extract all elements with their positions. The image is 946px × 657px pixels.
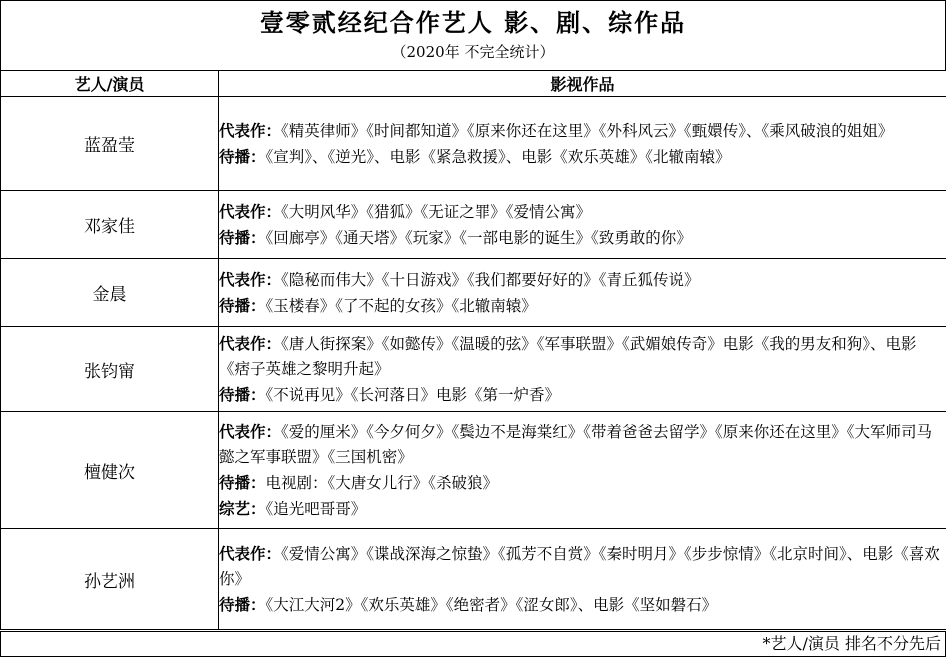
works-line [219, 382, 946, 408]
works-line-label: 代表作： [219, 333, 282, 353]
works-line-label: 代表作： [219, 421, 282, 441]
artist-name: 孙艺洲 [1, 529, 219, 630]
works-line-label: 待播： [219, 384, 266, 404]
works-line-text: 《回廊亭》《通天塔》《玩家》《一部电影的诞生》《致勇敢的你》 [265, 228, 692, 247]
works-line [219, 470, 946, 496]
works-line [219, 199, 946, 225]
artist-name: 蓝盈莹 [1, 97, 219, 191]
table-row [1, 529, 946, 630]
works-line [219, 225, 946, 251]
works-line [219, 293, 946, 319]
works-line-text: 《爱情公寓》《谍战深海之惊蛰》《孤芳不自赏》《秦时明月》《步步惊情》《北京时间》、电影《喜欢你》 [219, 544, 940, 588]
works-cell [219, 412, 946, 529]
works-line-text: 电视剧：《大唐女儿行》《杀破狼》 [265, 473, 499, 492]
works-line [219, 419, 946, 470]
works-line-text: 《爱的厘米》《今夕何夕》《鬓边不是海棠红》《带着爸爸去留学》《原来你还在这里》《大军师司马懿之军事联盟》《三国机密》 [219, 422, 933, 466]
works-line-text: 《宣判》、《逆光》、电影《紧急救援》、电影《欢乐英雄》《北辙南辕》 [265, 147, 731, 166]
table-row [1, 412, 946, 529]
works-line-label: 代表作： [219, 269, 282, 289]
artist-name: 邓家佳 [1, 191, 219, 259]
artist-name: 金晨 [1, 259, 219, 327]
table-row [1, 191, 946, 259]
works-line [219, 541, 946, 592]
works-line-label: 代表作： [219, 543, 282, 563]
works-line-text: 《不说再见》《长河落日》电影《第一炉香》 [265, 385, 561, 404]
works-line-label: 待播： [219, 594, 266, 614]
works-line-text: 《隐秘而伟大》《十日游戏》《我们都要好好的》《青丘狐传说》 [281, 270, 700, 289]
table-row [1, 327, 946, 412]
works-line-text: 《大江大河2》《欢乐英雄》《绝密者》《涩女郎》、电影《坚如磐石》 [265, 595, 718, 614]
table-header-row [1, 71, 946, 97]
works-line-label: 代表作： [219, 120, 282, 140]
title-block [0, 0, 946, 71]
artist-name: 张钧甯 [1, 327, 219, 412]
works-line-text: 《大明风华》《猎狐》《无证之罪》《爱情公寓》 [281, 202, 592, 221]
works-line-text: 《追光吧哥哥》 [265, 499, 367, 518]
footer-note: *艺人/演员 排名不分先后 [0, 631, 946, 657]
works-line-text: 《玉楼春》《了不起的女孩》《北辙南辕》 [265, 296, 537, 315]
works-column-header: 影视作品 [219, 71, 946, 97]
artist-column-header: 艺人/演员 [1, 71, 219, 97]
works-line-label: 待播： [219, 472, 266, 492]
artist-name: 檀健次 [1, 412, 219, 529]
works-line [219, 592, 946, 618]
works-line-label: 综艺： [219, 498, 266, 518]
works-cell [219, 259, 946, 327]
works-cell [219, 529, 946, 630]
works-line [219, 144, 946, 170]
works-line-text: 《唐人街探案》《如懿传》《温暖的弦》《军事联盟》《武媚娘传奇》电影《我的男友和狗》、电影《痞子英雄之黎明升起》 [219, 334, 917, 378]
works-line [219, 331, 946, 382]
works-line [219, 118, 946, 144]
table-row [1, 259, 946, 327]
works-line [219, 496, 946, 522]
works-line-label: 待播： [219, 146, 266, 166]
works-line [219, 267, 946, 293]
works-cell [219, 191, 946, 259]
works-line-label: 待播： [219, 295, 266, 315]
works-table [0, 70, 946, 630]
page-title: 壹零贰经纪合作艺人 影、剧、综作品 [259, 8, 687, 37]
works-line-text: 《精英律师》《时间都知道》《原来你还在这里》《外科风云》《甄嬛传》、《乘风破浪的姐姐》 [281, 121, 894, 140]
works-line-label: 代表作： [219, 201, 282, 221]
table-body [1, 97, 946, 630]
works-cell [219, 327, 946, 412]
works-cell [219, 97, 946, 191]
works-line-label: 待播： [219, 227, 266, 247]
table-row [1, 97, 946, 191]
page-subtitle: （2020年 不完全统计） [391, 43, 555, 61]
